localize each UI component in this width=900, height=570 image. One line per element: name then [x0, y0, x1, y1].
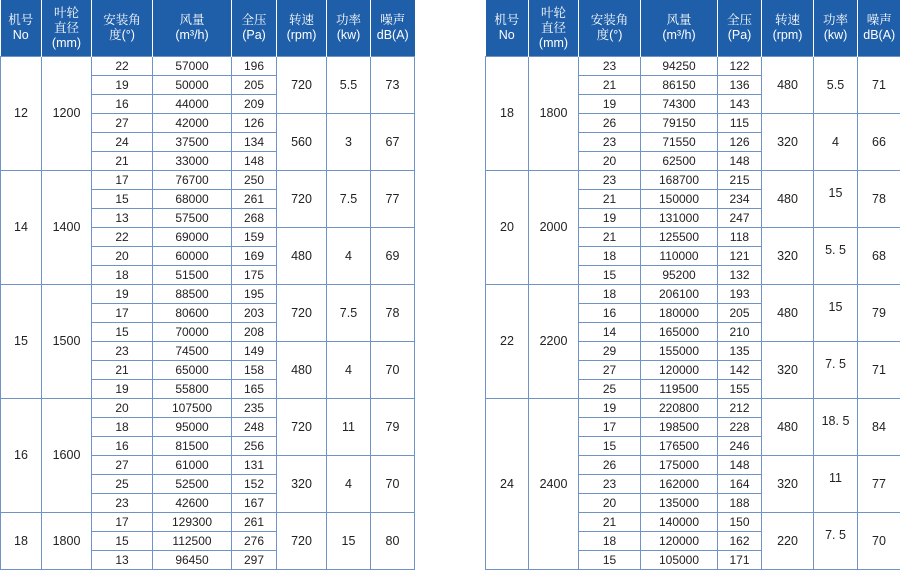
noise-cell: 77 — [371, 171, 415, 228]
blade-angle-cell: 19 — [92, 380, 153, 399]
blade-angle-cell: 23 — [579, 171, 641, 190]
blade-angle-cell: 17 — [92, 304, 153, 323]
noise-cell: 68 — [858, 228, 900, 285]
speed-cell: 720 — [277, 399, 327, 456]
header-noise — [371, 0, 415, 57]
header-line: 全压 — [232, 13, 276, 28]
impeller-diameter-cell: 1800 — [529, 57, 579, 171]
air-volume-cell: 76700 — [153, 171, 232, 190]
blade-angle-cell: 14 — [579, 323, 641, 342]
blade-angle-cell: 27 — [579, 361, 641, 380]
blade-angle-cell: 21 — [92, 361, 153, 380]
impeller-diameter-cell: 2400 — [529, 399, 579, 570]
header-line: 机号 — [1, 13, 42, 28]
air-volume-cell: 206100 — [641, 285, 718, 304]
header-model-no — [486, 0, 529, 57]
model-no-cell: 12 — [1, 57, 42, 171]
header-total-pressure — [232, 0, 277, 57]
blade-angle-cell: 17 — [579, 418, 641, 437]
noise-cell: 79 — [858, 285, 900, 342]
header-line: (Pa) — [718, 28, 761, 43]
air-volume-cell: 60000 — [153, 247, 232, 266]
blade-angle-cell: 23 — [579, 475, 641, 494]
header-line: (mm) — [42, 36, 91, 51]
air-volume-cell: 62500 — [641, 152, 718, 171]
total-pressure-cell: 188 — [718, 494, 762, 513]
power-cell: 5.5 — [327, 57, 371, 114]
header-power — [814, 0, 858, 57]
air-volume-cell: 57500 — [153, 209, 232, 228]
air-volume-cell: 175000 — [641, 456, 718, 475]
air-volume-cell: 44000 — [153, 95, 232, 114]
speed-cell: 480 — [762, 171, 814, 228]
noise-cell: 66 — [858, 114, 900, 171]
power-cell: 7. 5 — [814, 513, 858, 570]
header-total-pressure — [718, 0, 762, 57]
blade-angle-cell: 26 — [579, 456, 641, 475]
impeller-diameter-cell: 2000 — [529, 171, 579, 285]
total-pressure-cell: 135 — [718, 342, 762, 361]
noise-cell: 80 — [371, 513, 415, 570]
blade-angle-cell: 21 — [579, 513, 641, 532]
header-noise — [858, 0, 900, 57]
noise-cell: 70 — [858, 513, 900, 570]
noise-cell: 79 — [371, 399, 415, 456]
air-volume-cell: 80600 — [153, 304, 232, 323]
total-pressure-cell: 131 — [232, 456, 277, 475]
speed-cell: 720 — [277, 513, 327, 570]
blade-angle-cell: 18 — [579, 247, 641, 266]
power-cell: 7.5 — [327, 285, 371, 342]
header-line: 转速 — [762, 13, 813, 28]
header-blade-angle — [92, 0, 153, 57]
power-cell: 4 — [814, 114, 858, 171]
power-cell: 7. 5 — [814, 342, 858, 399]
model-no-cell: 22 — [486, 285, 529, 399]
air-volume-cell: 74300 — [641, 95, 718, 114]
total-pressure-cell: 234 — [718, 190, 762, 209]
impeller-diameter-cell: 1400 — [42, 171, 92, 285]
speed-cell: 720 — [277, 171, 327, 228]
total-pressure-cell: 208 — [232, 323, 277, 342]
table-body — [486, 57, 900, 570]
air-volume-cell: 150000 — [641, 190, 718, 209]
header-speed — [762, 0, 814, 57]
air-volume-cell: 68000 — [153, 190, 232, 209]
total-pressure-cell: 169 — [232, 247, 277, 266]
total-pressure-cell: 250 — [232, 171, 277, 190]
blade-angle-cell: 13 — [92, 209, 153, 228]
air-volume-cell: 74500 — [153, 342, 232, 361]
air-volume-cell: 51500 — [153, 266, 232, 285]
air-volume-cell: 119500 — [641, 380, 718, 399]
table-row — [1, 171, 415, 190]
speed-cell: 480 — [762, 399, 814, 456]
blade-angle-cell: 26 — [579, 114, 641, 133]
total-pressure-cell: 203 — [232, 304, 277, 323]
table-body — [1, 57, 415, 570]
total-pressure-cell: 126 — [232, 114, 277, 133]
blade-angle-cell: 15 — [579, 551, 641, 570]
noise-cell: 73 — [371, 57, 415, 114]
total-pressure-cell: 132 — [718, 266, 762, 285]
header-line: 风量 — [641, 13, 717, 28]
total-pressure-cell: 149 — [232, 342, 277, 361]
header-line: 转速 — [277, 13, 326, 28]
air-volume-cell: 33000 — [153, 152, 232, 171]
air-volume-cell: 70000 — [153, 323, 232, 342]
header-air-volume — [641, 0, 718, 57]
power-cell: 11 — [814, 456, 858, 513]
air-volume-cell: 42000 — [153, 114, 232, 133]
speed-cell: 480 — [277, 228, 327, 285]
model-no-cell: 18 — [486, 57, 529, 171]
air-volume-cell: 155000 — [641, 342, 718, 361]
fan-spec-table-left — [0, 0, 415, 570]
air-volume-cell: 96450 — [153, 551, 232, 570]
air-volume-cell: 110000 — [641, 247, 718, 266]
table-row — [486, 399, 900, 418]
air-volume-cell: 86150 — [641, 76, 718, 95]
blade-angle-cell: 20 — [579, 494, 641, 513]
blade-angle-cell: 15 — [92, 190, 153, 209]
total-pressure-cell: 164 — [718, 475, 762, 494]
blade-angle-cell: 21 — [579, 190, 641, 209]
blade-angle-cell: 16 — [92, 437, 153, 456]
power-cell: 15 — [814, 171, 858, 228]
blade-angle-cell: 19 — [579, 209, 641, 228]
blade-angle-cell: 16 — [579, 304, 641, 323]
air-volume-cell: 52500 — [153, 475, 232, 494]
total-pressure-cell: 148 — [232, 152, 277, 171]
speed-cell: 320 — [762, 114, 814, 171]
air-volume-cell: 50000 — [153, 76, 232, 95]
total-pressure-cell: 268 — [232, 209, 277, 228]
blade-angle-cell: 18 — [579, 285, 641, 304]
total-pressure-cell: 162 — [718, 532, 762, 551]
blade-angle-cell: 17 — [92, 171, 153, 190]
blade-angle-cell: 27 — [92, 114, 153, 133]
air-volume-cell: 105000 — [641, 551, 718, 570]
blade-angle-cell: 18 — [92, 418, 153, 437]
total-pressure-cell: 246 — [718, 437, 762, 456]
blade-angle-cell: 15 — [92, 532, 153, 551]
blade-angle-cell: 24 — [92, 133, 153, 152]
total-pressure-cell: 248 — [232, 418, 277, 437]
header-line: 度(°) — [579, 28, 640, 43]
header-air-volume — [153, 0, 232, 57]
power-cell: 4 — [327, 342, 371, 399]
blade-angle-cell: 18 — [579, 532, 641, 551]
header-blade-angle — [579, 0, 641, 57]
total-pressure-cell: 136 — [718, 76, 762, 95]
air-volume-cell: 112500 — [153, 532, 232, 551]
speed-cell: 480 — [762, 285, 814, 342]
total-pressure-cell: 158 — [232, 361, 277, 380]
impeller-diameter-cell: 1800 — [42, 513, 92, 570]
total-pressure-cell: 276 — [232, 532, 277, 551]
total-pressure-cell: 148 — [718, 456, 762, 475]
blade-angle-cell: 19 — [579, 399, 641, 418]
total-pressure-cell: 150 — [718, 513, 762, 532]
power-cell: 4 — [327, 456, 371, 513]
blade-angle-cell: 15 — [579, 437, 641, 456]
header-row — [1, 0, 415, 57]
air-volume-cell: 88500 — [153, 285, 232, 304]
total-pressure-cell: 209 — [232, 95, 277, 114]
table-row — [486, 285, 900, 304]
blade-angle-cell: 29 — [579, 342, 641, 361]
noise-cell: 71 — [858, 342, 900, 399]
total-pressure-cell: 115 — [718, 114, 762, 133]
total-pressure-cell: 148 — [718, 152, 762, 171]
power-cell: 11 — [327, 399, 371, 456]
impeller-diameter-cell: 1200 — [42, 57, 92, 171]
total-pressure-cell: 196 — [232, 57, 277, 76]
model-no-cell: 16 — [1, 399, 42, 513]
air-volume-cell: 129300 — [153, 513, 232, 532]
blade-angle-cell: 25 — [579, 380, 641, 399]
air-volume-cell: 65000 — [153, 361, 232, 380]
table-row — [1, 399, 415, 418]
blade-angle-cell: 23 — [579, 57, 641, 76]
total-pressure-cell: 193 — [718, 285, 762, 304]
blade-angle-cell: 22 — [92, 228, 153, 247]
blade-angle-cell: 23 — [92, 342, 153, 361]
air-volume-cell: 120000 — [641, 532, 718, 551]
air-volume-cell: 42600 — [153, 494, 232, 513]
header-line: (rpm) — [762, 28, 813, 43]
total-pressure-cell: 159 — [232, 228, 277, 247]
header-line: 直径 — [42, 21, 91, 36]
header-line: 风量 — [153, 13, 231, 28]
speed-cell: 320 — [762, 456, 814, 513]
noise-cell: 70 — [371, 456, 415, 513]
header-line: 功率 — [327, 13, 370, 28]
air-volume-cell: 135000 — [641, 494, 718, 513]
header-line: 叶轮 — [42, 6, 91, 21]
total-pressure-cell: 152 — [232, 475, 277, 494]
power-cell: 4 — [327, 228, 371, 285]
blade-angle-cell: 20 — [579, 152, 641, 171]
speed-cell: 480 — [762, 57, 814, 114]
header-line: 直径 — [529, 21, 578, 36]
blade-angle-cell: 19 — [579, 95, 641, 114]
speed-cell: 320 — [762, 342, 814, 399]
header-line: (Pa) — [232, 28, 276, 43]
total-pressure-cell: 171 — [718, 551, 762, 570]
air-volume-cell: 79150 — [641, 114, 718, 133]
noise-cell: 69 — [371, 228, 415, 285]
air-volume-cell: 198500 — [641, 418, 718, 437]
noise-cell: 71 — [858, 57, 900, 114]
air-volume-cell: 176500 — [641, 437, 718, 456]
table-row — [1, 57, 415, 76]
power-cell: 18. 5 — [814, 399, 858, 456]
air-volume-cell: 95200 — [641, 266, 718, 285]
model-no-cell: 14 — [1, 171, 42, 285]
speed-cell: 220 — [762, 513, 814, 570]
air-volume-cell: 107500 — [153, 399, 232, 418]
air-volume-cell: 69000 — [153, 228, 232, 247]
header-line: 安装角 — [92, 13, 152, 28]
total-pressure-cell: 134 — [232, 133, 277, 152]
blade-angle-cell: 19 — [92, 76, 153, 95]
model-no-cell: 15 — [1, 285, 42, 399]
total-pressure-cell: 228 — [718, 418, 762, 437]
total-pressure-cell: 142 — [718, 361, 762, 380]
header-line: No — [1, 28, 42, 43]
noise-cell: 70 — [371, 342, 415, 399]
header-line: dB(A) — [858, 28, 900, 43]
model-no-cell: 20 — [486, 171, 529, 285]
noise-cell: 67 — [371, 114, 415, 171]
header-model-no — [1, 0, 42, 57]
total-pressure-cell: 247 — [718, 209, 762, 228]
noise-cell: 78 — [371, 285, 415, 342]
header-line: 噪声 — [371, 13, 415, 28]
air-volume-cell: 180000 — [641, 304, 718, 323]
total-pressure-cell: 175 — [232, 266, 277, 285]
header-line: 噪声 — [858, 13, 900, 28]
header-line: (mm) — [529, 36, 578, 51]
impeller-diameter-cell: 1500 — [42, 285, 92, 399]
blade-angle-cell: 20 — [92, 247, 153, 266]
header-line: (m³/h) — [641, 28, 717, 43]
air-volume-cell: 81500 — [153, 437, 232, 456]
total-pressure-cell: 297 — [232, 551, 277, 570]
air-volume-cell: 57000 — [153, 57, 232, 76]
blade-angle-cell: 20 — [92, 399, 153, 418]
total-pressure-cell: 195 — [232, 285, 277, 304]
header-line: (kw) — [327, 28, 370, 43]
power-cell: 15 — [814, 285, 858, 342]
blade-angle-cell: 22 — [92, 57, 153, 76]
impeller-diameter-cell: 1600 — [42, 399, 92, 513]
noise-cell: 77 — [858, 456, 900, 513]
total-pressure-cell: 212 — [718, 399, 762, 418]
total-pressure-cell: 126 — [718, 133, 762, 152]
power-cell: 3 — [327, 114, 371, 171]
blade-angle-cell: 27 — [92, 456, 153, 475]
total-pressure-cell: 256 — [232, 437, 277, 456]
table-row — [486, 171, 900, 190]
header-impeller-diameter — [42, 0, 92, 57]
table-row — [1, 285, 415, 304]
noise-cell: 78 — [858, 171, 900, 228]
blade-angle-cell: 21 — [579, 76, 641, 95]
air-volume-cell: 37500 — [153, 133, 232, 152]
total-pressure-cell: 155 — [718, 380, 762, 399]
total-pressure-cell: 121 — [718, 247, 762, 266]
header-line: 叶轮 — [529, 6, 578, 21]
impeller-diameter-cell: 2200 — [529, 285, 579, 399]
header-speed — [277, 0, 327, 57]
total-pressure-cell: 122 — [718, 57, 762, 76]
header-impeller-diameter — [529, 0, 579, 57]
table-row — [1, 513, 415, 532]
speed-cell: 560 — [277, 114, 327, 171]
blade-angle-cell: 23 — [92, 494, 153, 513]
model-no-cell: 18 — [1, 513, 42, 570]
blade-angle-cell: 17 — [92, 513, 153, 532]
air-volume-cell: 125500 — [641, 228, 718, 247]
air-volume-cell: 168700 — [641, 171, 718, 190]
air-volume-cell: 120000 — [641, 361, 718, 380]
blade-angle-cell: 21 — [92, 152, 153, 171]
blade-angle-cell: 21 — [579, 228, 641, 247]
speed-cell: 480 — [277, 342, 327, 399]
blade-angle-cell: 23 — [579, 133, 641, 152]
total-pressure-cell: 210 — [718, 323, 762, 342]
total-pressure-cell: 118 — [718, 228, 762, 247]
air-volume-cell: 220800 — [641, 399, 718, 418]
power-cell: 5. 5 — [814, 228, 858, 285]
total-pressure-cell: 261 — [232, 513, 277, 532]
air-volume-cell: 165000 — [641, 323, 718, 342]
total-pressure-cell: 235 — [232, 399, 277, 418]
blade-angle-cell: 19 — [92, 285, 153, 304]
blade-angle-cell: 18 — [92, 266, 153, 285]
speed-cell: 320 — [762, 228, 814, 285]
power-cell: 5.5 — [814, 57, 858, 114]
air-volume-cell: 95000 — [153, 418, 232, 437]
header-row — [486, 0, 900, 57]
power-cell: 15 — [327, 513, 371, 570]
blade-angle-cell: 16 — [92, 95, 153, 114]
speed-cell: 720 — [277, 57, 327, 114]
header-line: dB(A) — [371, 28, 415, 43]
total-pressure-cell: 215 — [718, 171, 762, 190]
header-line: 机号 — [486, 13, 529, 28]
blade-angle-cell: 15 — [92, 323, 153, 342]
fan-spec-table-right — [485, 0, 900, 570]
blade-angle-cell: 15 — [579, 266, 641, 285]
air-volume-cell: 162000 — [641, 475, 718, 494]
total-pressure-cell: 205 — [718, 304, 762, 323]
speed-cell: 320 — [277, 456, 327, 513]
noise-cell: 84 — [858, 399, 900, 456]
header-line: (rpm) — [277, 28, 326, 43]
model-no-cell: 24 — [486, 399, 529, 570]
blade-angle-cell: 13 — [92, 551, 153, 570]
header-line: (kw) — [814, 28, 857, 43]
total-pressure-cell: 143 — [718, 95, 762, 114]
header-line: 功率 — [814, 13, 857, 28]
speed-cell: 720 — [277, 285, 327, 342]
air-volume-cell: 94250 — [641, 57, 718, 76]
power-cell: 7.5 — [327, 171, 371, 228]
air-volume-cell: 140000 — [641, 513, 718, 532]
table-row — [486, 57, 900, 76]
air-volume-cell: 61000 — [153, 456, 232, 475]
header-line: (m³/h) — [153, 28, 231, 43]
header-power — [327, 0, 371, 57]
total-pressure-cell: 261 — [232, 190, 277, 209]
blade-angle-cell: 25 — [92, 475, 153, 494]
header-line: No — [486, 28, 529, 43]
total-pressure-cell: 167 — [232, 494, 277, 513]
air-volume-cell: 71550 — [641, 133, 718, 152]
air-volume-cell: 55800 — [153, 380, 232, 399]
header-line: 安装角 — [579, 13, 640, 28]
total-pressure-cell: 205 — [232, 76, 277, 95]
header-line: 度(°) — [92, 28, 152, 43]
header-line: 全压 — [718, 13, 761, 28]
air-volume-cell: 131000 — [641, 209, 718, 228]
total-pressure-cell: 165 — [232, 380, 277, 399]
